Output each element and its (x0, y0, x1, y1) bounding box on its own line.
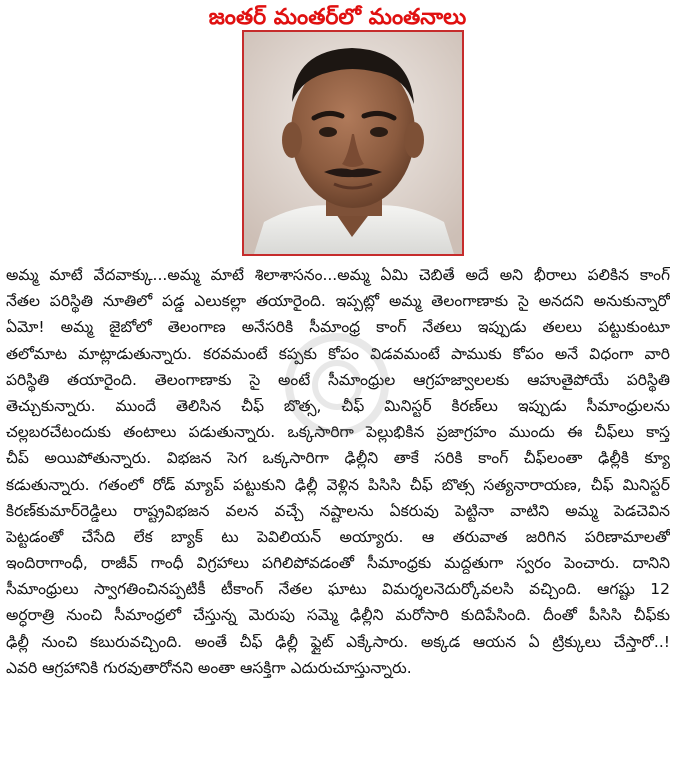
portrait-image (244, 32, 462, 254)
article-line: పరిస్థితి తయారైంది. తెలంగాణాకు సై అంటే సీమాంధ్రుల ఆగ్రహజ్వాలలకు ఆహుతైపోయే పరిస్థితి (6, 370, 670, 389)
article-line: చీప్ అయిపోతున్నారు. విభజన సెగ ఒక్కసారిగా ఢిల్లీని తాకే సరికి కాంగ్ చీఫ్‌లంతా ఢిల్లీకి క్యూ (6, 449, 670, 468)
article-line: ఢిల్లీ నుంచి కబురువచ్చింది. అంతే చీఫ్ ఢిల్లీ ఫ్లైట్ ఎక్కేసారు. అక్కడ ఆయన ఏ ట్రిక్కులు చేస్తారో..! (6, 632, 670, 651)
article-line: సీమాంధ్రులు స్వాగతించినప్పటికీ టీకాంగ్ నేతల ఘాటు విమర్శలనెదుర్కోవలసి వచ్చింది. ఆగష్టు 12 (6, 580, 670, 599)
politician-photo (242, 30, 464, 256)
article-line: కడుతున్నారు. గతంలో రోడ్ మ్యాప్ పట్టుకుని ఢిల్లీ వెళ్లిన పిసిసి చీఫ్ బొత్స సత్యనారాయణ, చీఫ్ మినిస్టర్ (6, 475, 670, 494)
article-line: ఏమో! అమ్మ జైబోలో తెలంగాణ అనేసరికి సీమాంధ్ర కాంగ్ నేతలు ఇప్పుడు తలలు పట్టుకుంటూ (6, 318, 670, 337)
article-headline: జంతర్ మంతర్‌లో మంతనాలు (208, 5, 467, 30)
article-line: నేతల పరిస్థితి నూతిలో పడ్డ ఎలుకల్లా తయారైంది. ఇప్పట్లో అమ్మ తెలంగాణాకు సై అనదని అనుకున్నారో (6, 292, 670, 311)
article-line: అమ్మ మాటే వేదవాక్కు...అమ్మ మాటే శిలాశాసనం...అమ్మ ఏమి చెబితే అదే అని భీరాలు పలికిన కాంగ్ (6, 266, 670, 284)
article-line: కిరణ్‌కుమార్‌రెడ్డిలు రాష్ట్రవిభజన వలన వచ్చే నష్టాలను ఏకరువు పెట్టినా వాటిని అమ్మ పెడచెవిన (6, 501, 670, 520)
article-line: తెచ్చుకున్నారు. ముందే తెలిసిన చీఫ్ బొత్స, చీఫ్ మినిస్టర్ కిరణ్‌లు ఇప్పుడు సీమాంధ్రులను (6, 396, 670, 415)
article-line: ఇందిరాగాంధీ, రాజీవ్ గాంధీ విగ్రహాలు పగిలిపోవడంతో సీమాంధ్రకు మద్దతుగా స్వరం పెంచారు. దానిని (6, 554, 670, 573)
article-line: అర్ధరాత్రి నుంచి సీమాంధ్రలో చేస్తున్న మెరుపు సమ్మె ఢిల్లీని మరోసారి కుదిపేసింది. దీంతో పీసిసి చీఫ్‌కు (6, 606, 670, 625)
article-line: చల్లబరచేటందుకు తంటాలు పడుతున్నారు. ఒక్కసారిగా పెల్లుభికిన ప్రజాగ్రహం ముందు ఈ చీఫ్‌లు కాస్త (6, 423, 670, 442)
article-body (6, 262, 670, 778)
article-line: ఎవరి ఆగ్రహానికి గురవుతారోనని అంతా ఆసక్తిగా ఎదురుచూస్తున్నారు. (6, 658, 412, 677)
article-line: తలోమాట మాట్లాడుతున్నారు. కరవమంటే కప్పకు కోపం విడవమంటే పాముకు కోపం అనే విధంగా వారి (6, 344, 670, 363)
article-line: పెట్టడంతో చేసేది లేక బ్యాక్ టు పెవిలియన్ అయ్యారు. ఆ తరువాత జరిగిన పరిణామాలతో (6, 527, 670, 546)
